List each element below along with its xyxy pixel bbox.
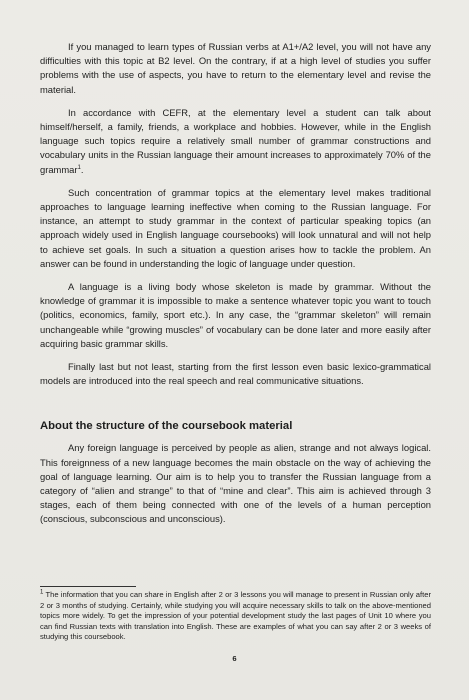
- paragraph-foreign-language: Any foreign language is perceived by people as alien, strange and not always logical. This foreignness of a new language becomes the main obstacle on the way of achieving the goal of language learning. Our aim is to help you to transfer the Russian language from a category of “alien and strange” to that of “mine and clear”. This aim is achieved through 3 stages, each of them being connected with one of the levels of a human perception (conscious, subconscious and unconscious).: [40, 442, 431, 525]
- paragraph-cefr: [40, 106, 431, 177]
- section-heading: About the structure of the coursebook material: [40, 420, 293, 433]
- paragraph-cefr-end: .: [80, 163, 84, 175]
- paragraph-verbs: If you managed to learn types of Russian verbs at A1+/A2 level, you will not have any difficulties with this topic at B2 level. On the contrary, if at a high level of studies you suffer problems with the use of aspects, you have to return to the elementary level and revise the material.: [40, 41, 431, 95]
- page-number: 6: [232, 654, 237, 663]
- paragraph-finally: Finally last but not least, starting from the first lesson even basic lexico-grammatical models are introduced into the real speech and real communicative situations.: [40, 361, 431, 387]
- footnote-marker: 1: [40, 589, 44, 596]
- footnote-reference: 1: [77, 164, 81, 171]
- paragraph-concentration: Such concentration of grammar topics at the elementary level makes traditional approaches to language learning ineffective when coming to the Russian language. For instance, an attempt to study grammar in the context of particular speaking topics (an approach widely used in English language coursebooks) will look unnatural and will not help to achieve set goals. In such a situation a question arises how to tackle the problem. An answer can be found in understanding the logic of language under question.: [40, 186, 431, 269]
- paragraph-cefr-text: In accordance with CEFR, at the elementary level a student can talk about himself/herself, a family, friends, a workplace and hobbies. However, while in the English language such topics require a relatively small number of grammar constructions and vocabulary units in the Russian language their amount increases to approximately 70% of the grammar: [40, 106, 431, 175]
- footnote-text: The information that you can share in English after 2 or 3 lessons you will manage to present in Russian only after 2 or 3 months of studying. Certainly, while studying you will acquire necessary skills to talk on the above-mentioned topics more widely. To get the impression of your potential development study the last pages of Unit 10 where you can find Russian texts with translation into English. These are examples of what you can say after 2 or 3 weeks of studying this coursebook.: [40, 590, 431, 642]
- footnote-divider: [40, 586, 136, 587]
- footnote: [40, 590, 431, 643]
- paragraph-skeleton: A language is a living body whose skeleton is made by grammar. Without the knowledge of grammar it is impossible to make a sentence whatever topic you want to touch (politics, economics, family, sport etc.). In any case, the “grammar skeleton” will remain unchangeable while “growing muscles” of vocabulary can be done later and more easily after acquiring basic grammar skills.: [40, 281, 431, 349]
